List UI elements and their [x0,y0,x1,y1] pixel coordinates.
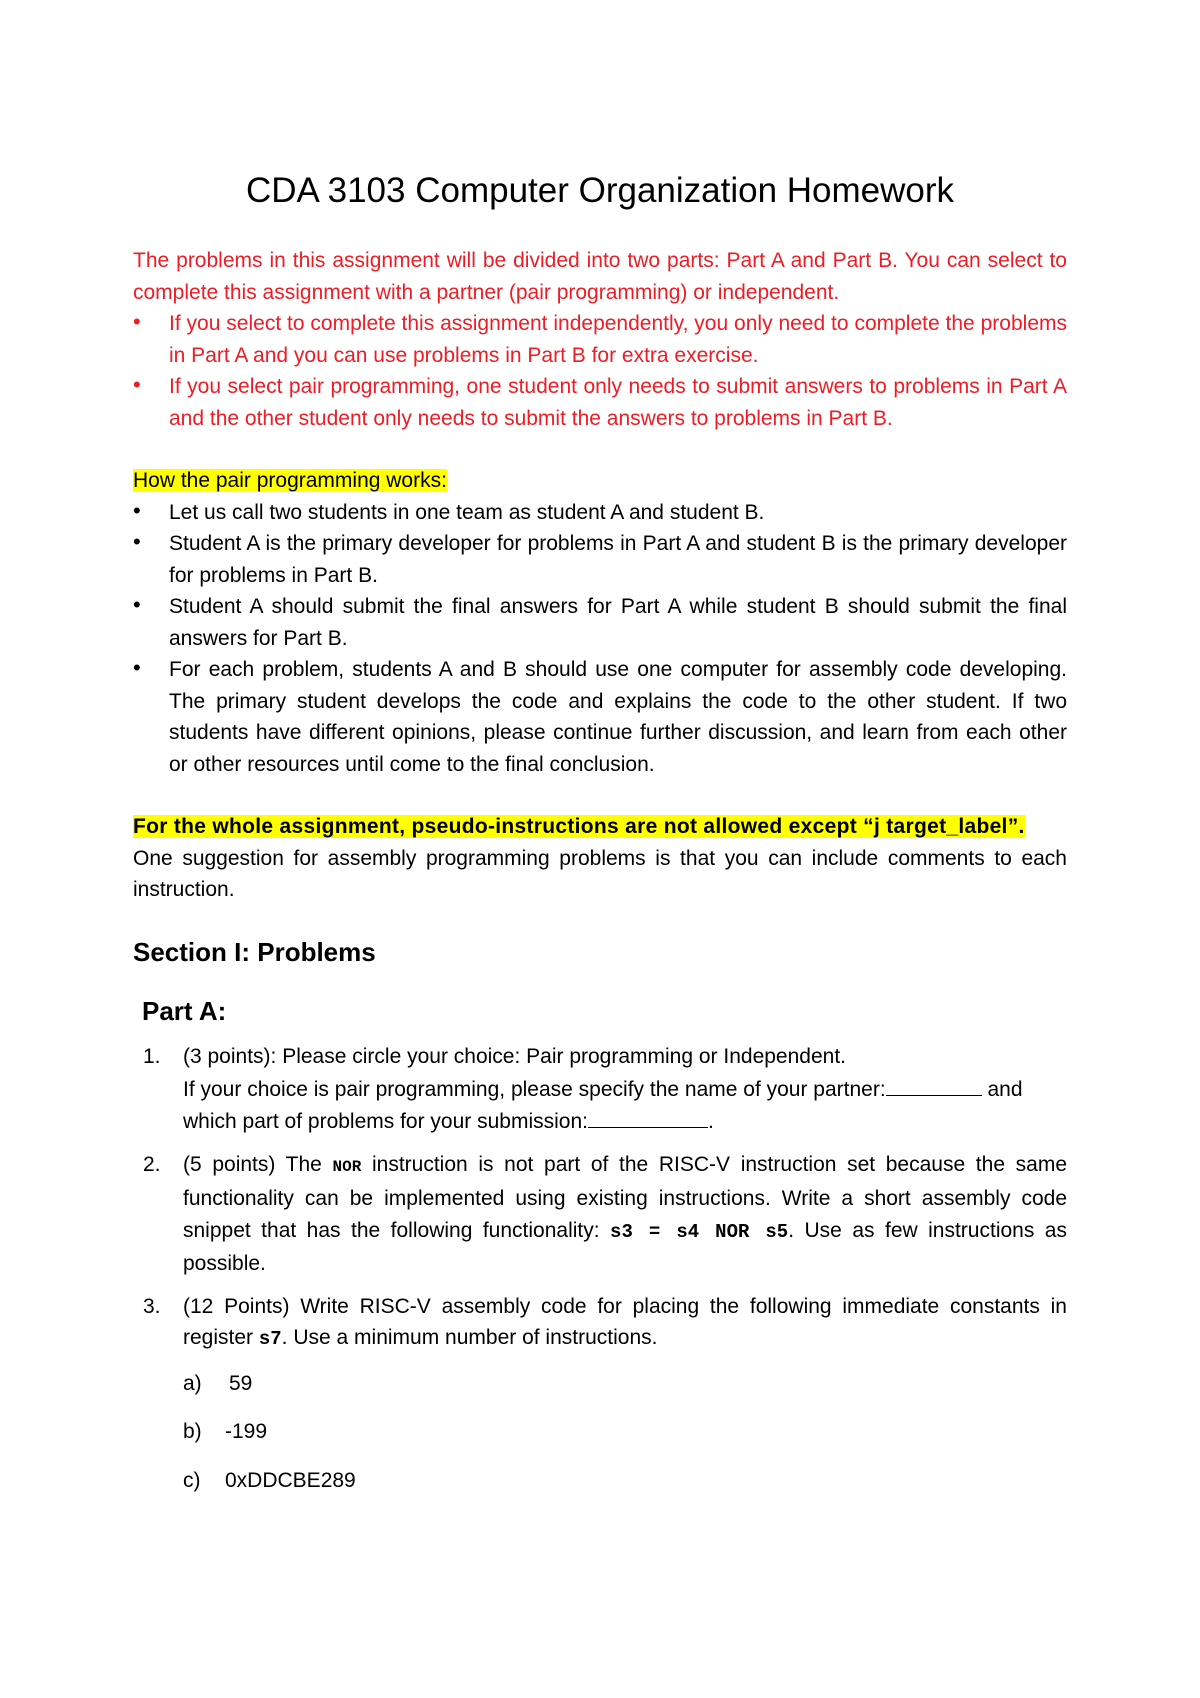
problem-text: (3 points): Please circle your choice: Pair programming or Independent. [183,1045,846,1069]
intro-paragraph: The problems in this assignment will be divided into two parts: Part A and Part B. You can select to complete this assignment with a partner (pair programming) or independent. [133,249,1067,304]
part-heading: Part A: [142,996,227,1027]
intro-bullet-list [133,308,1067,434]
suggestion-paragraph: One suggestion for assembly programming problems is that you can include comments to each instruction. [133,846,1067,901]
partner-name-blank[interactable] [886,1073,982,1096]
list-item: b) -199 [183,1420,268,1444]
problem-2 [133,1149,1067,1280]
bullet-icon: • [133,655,141,680]
constant-list [183,1368,1067,1497]
problem-text: If your choice is pair programming, please specify the name of your partner: and [183,1073,1067,1106]
code-register: s7 [258,1328,282,1351]
problem-text: which part of problems for your submission: . [183,1105,1067,1138]
list-item: • Student A is the primary developer for problems in Part A and student B is the primary developer for problems in Part B. [133,528,1067,591]
pair-programming-heading: How the pair programming works: [133,469,447,492]
code-expression: s3 = s4 NOR s5 [610,1220,789,1243]
section-heading: Section I: Problems [133,936,376,967]
list-item: • Student A should submit the final answers for Part A while student B should submit the final answers for Part B. [133,591,1067,654]
bullet-icon: • [133,529,141,554]
bullet-icon: • [133,497,141,523]
list-item: • For each problem, students A and B should use one computer for assembly code developing. The primary student develops the code and explains the code to the other student. If two students have different opinions, please continue further discussion, and learn from each other or other resources until come to the final conclusion. [133,654,1067,780]
problem-text: (12 Points) Write RISC-V assembly code for placing the following immediate constants in register s7. Use a minimum number of instructions. [183,1294,1067,1351]
bullet-icon: • [133,309,141,334]
problem-list [133,1041,1067,1496]
problem-1 [133,1041,1067,1138]
list-item: • If you select to complete this assignment independently, you only need to complete the problems in Part A and you can use problems in Part B for extra exercise. [133,308,1067,371]
pair-programming-list [133,497,1067,781]
bullet-icon: • [133,372,141,397]
code-nor: NOR [332,1157,362,1176]
problem-3 [133,1291,1067,1497]
problem-number: 1. [143,1045,161,1069]
problem-number: 3. [143,1294,161,1318]
pseudo-instruction-note: For the whole assignment, pseudo-instructions are not allowed except “j target_label”. [133,815,1025,838]
list-item: c) 0xDDCBE289 [183,1468,356,1492]
submission-part-blank[interactable] [588,1105,708,1128]
list-item: a) 59 [183,1371,253,1395]
list-item: • If you select pair programming, one student only needs to submit answers to problems in Part A and the other student only needs to submit the answers to problems in Part B. [133,371,1067,434]
document-title: CDA 3103 Computer Organization Homework [245,171,955,210]
list-item: • Let us call two students in one team as student A and student B. [133,497,1067,529]
bullet-icon: • [133,592,141,617]
problem-number: 2. [143,1152,161,1176]
problem-text: (5 points) The NOR instruction is not part of the RISC-V instruction set because the same functionality can be implemented using existing instructions. Write a short assembly code snippet that has the following functionality: s3 = s4 NOR s5. Use as few instructions as possible. [183,1152,1068,1276]
